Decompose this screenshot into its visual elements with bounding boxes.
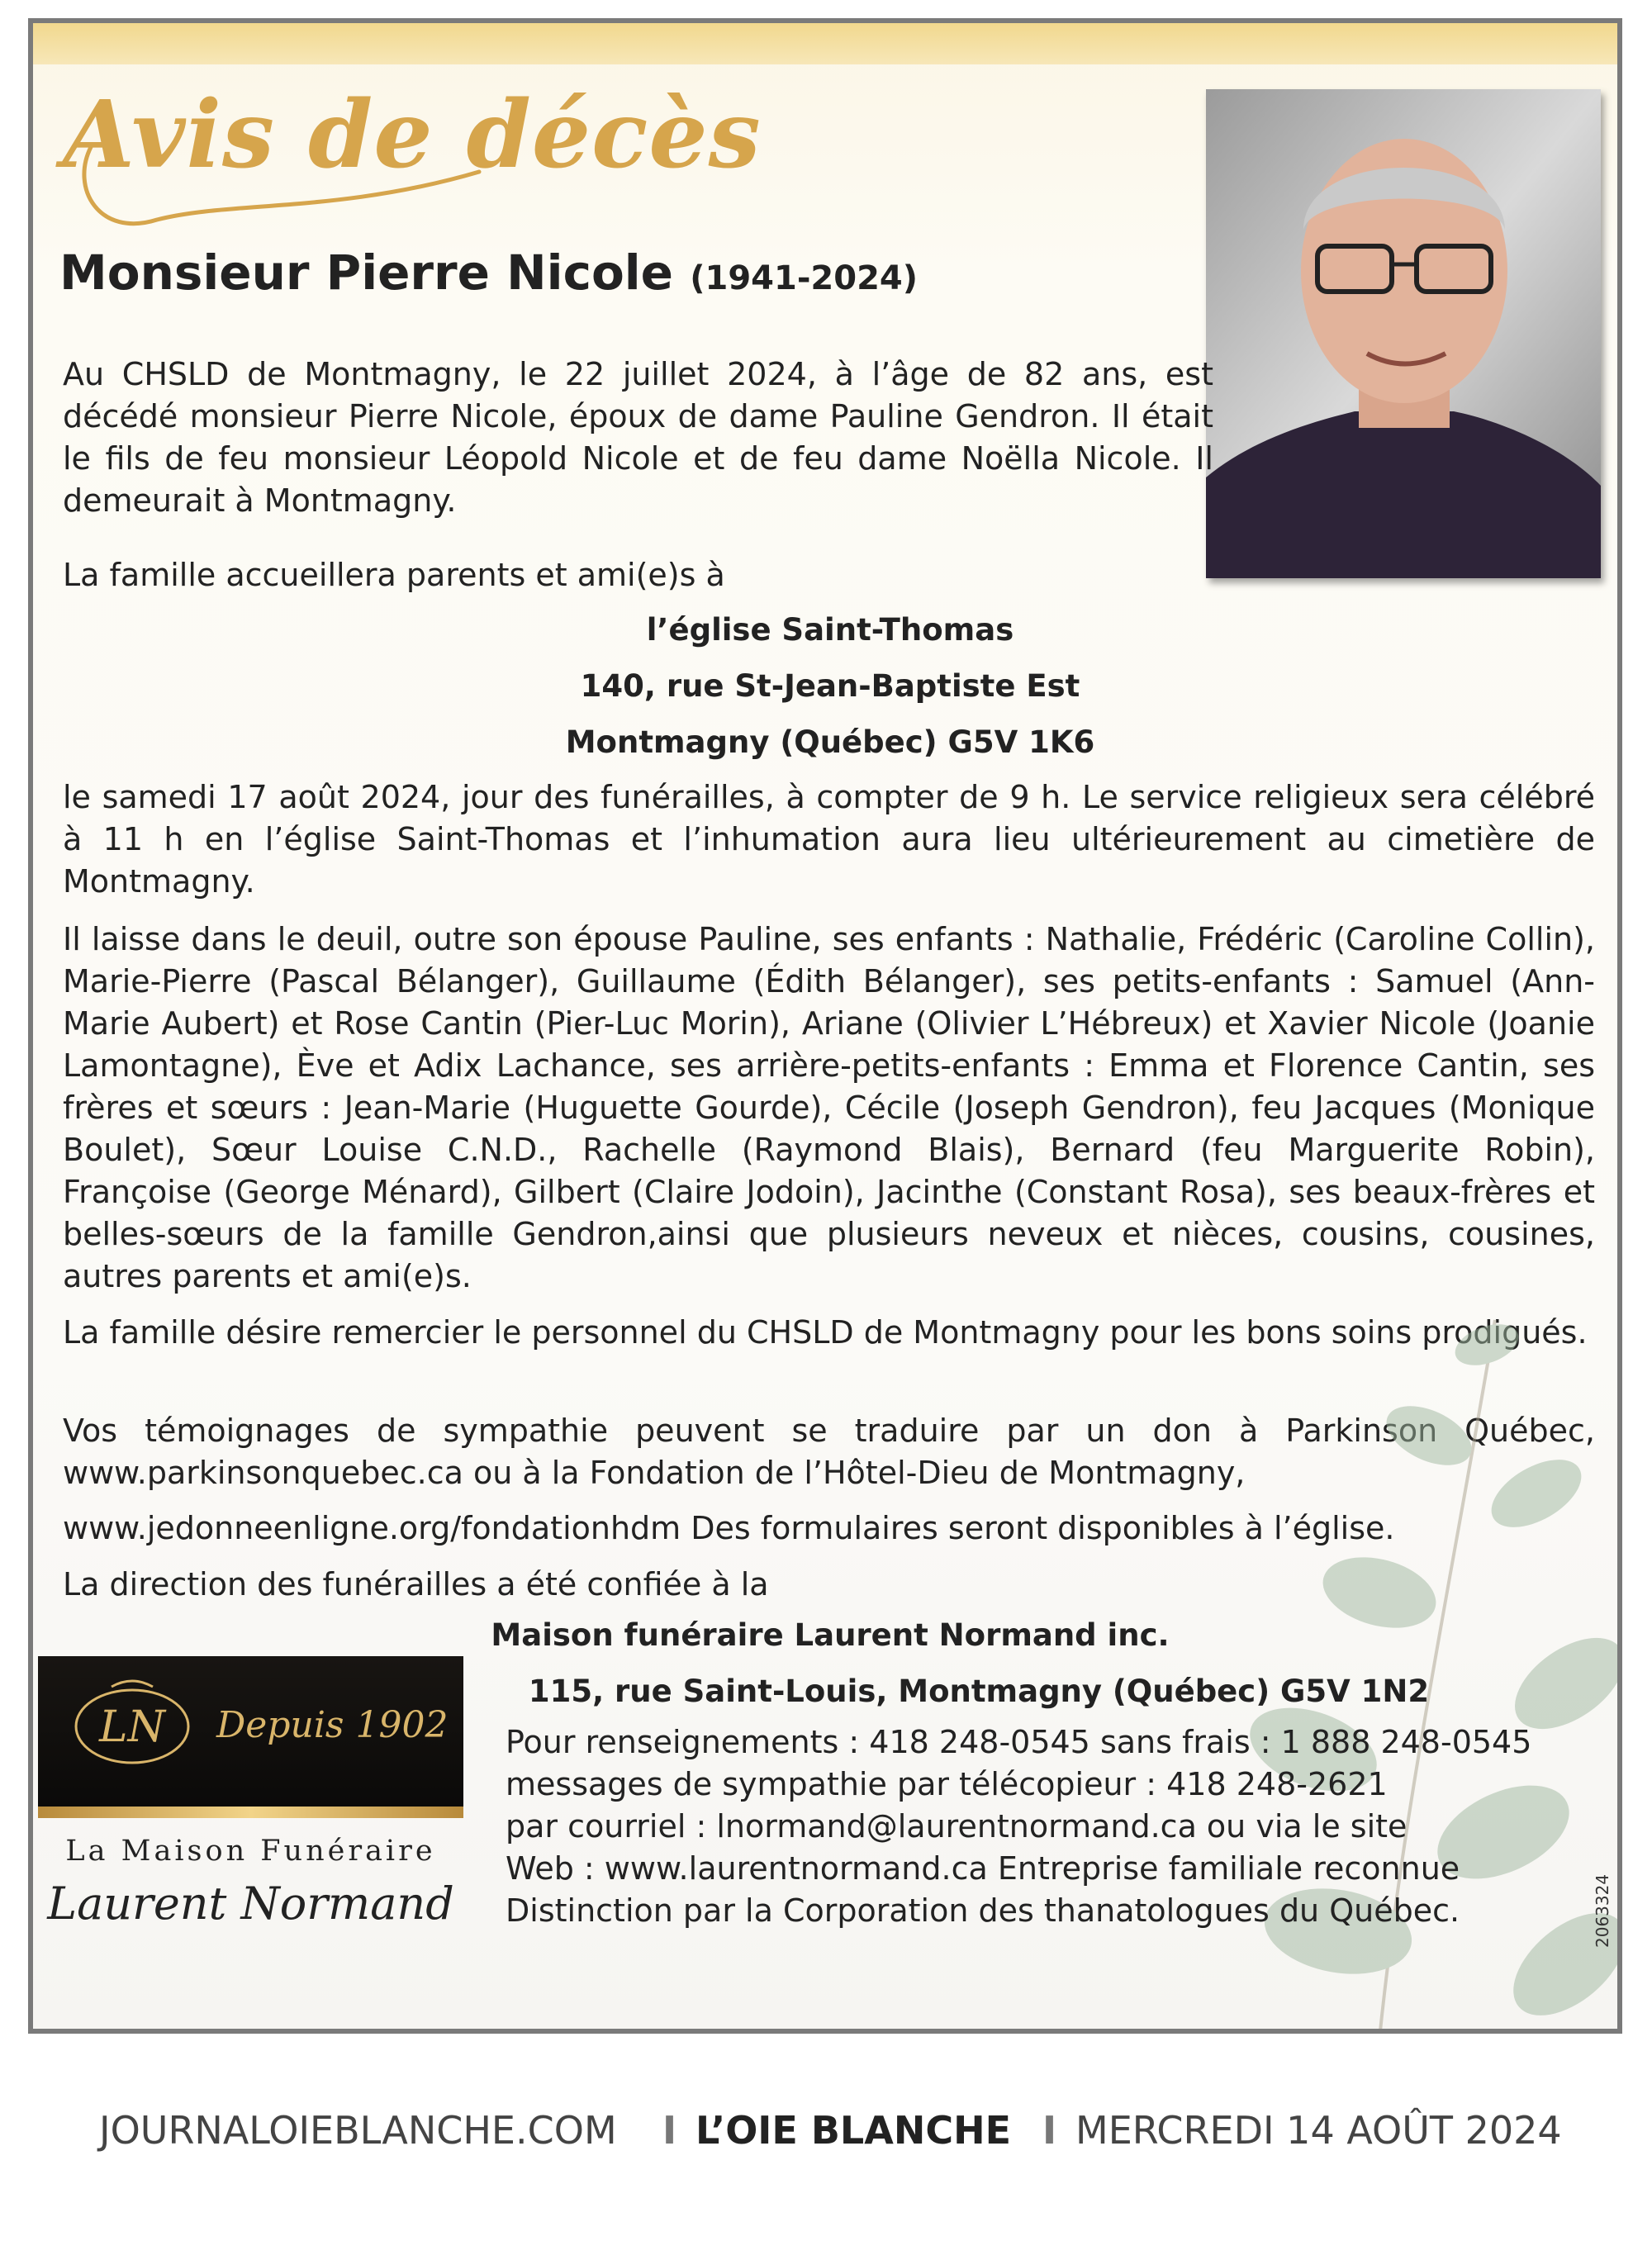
footer-date: MERCREDI 14 AOÛT 2024 [1075, 2108, 1562, 2153]
contact-line: Distinction par la Corporation des thanatologues du Québec. [506, 1892, 1460, 1929]
donations-links: www.jedonneenligne.org/fondationhdm Des formulaires seront disponibles à l’église. [63, 1510, 1395, 1546]
service-paragraph: le samedi 17 août 2024, jour des funérailles, à compter de 9 h. Le service religieux sera célébré à 11 h en l’église Saint-Thomas et l’inhumation aura lieu ultérieurement au cimetière de Montmagny. [63, 779, 1595, 900]
contact-line: par courriel : lnormand@laurentnormand.ca ou via le site [506, 1808, 1408, 1845]
ln-monogram-icon [66, 1675, 198, 1774]
funeral-home-name: Maison funéraire Laurent Normand inc. [491, 1617, 1170, 1653]
direction-line: La direction des funérailles a été confiée à la [63, 1566, 769, 1602]
logo-line-2: Laurent Normand [47, 1878, 454, 1930]
contact-line: messages de sympathie par télécopieur : 418 248-2621 [506, 1766, 1388, 1802]
thanks-paragraph: La famille désire remercier le personnel du CHSLD de Montmagny pour les bons soins prodigués. [63, 1314, 1588, 1351]
logo-line-1: La Maison Funéraire [65, 1835, 436, 1868]
since-label: Depuis 1902 [216, 1704, 449, 1746]
welcome-line: La famille accueillera parents et ami(e)s à [63, 557, 725, 593]
intro-paragraph: Au CHSLD de Montmagny, le 22 juillet 2024, à l’âge de 82 ans, est décédé monsieur Pierre Nicole, époux de dame Pauline Gendron. Il était le fils de feu monsieur Léopold Nicole et de feu dame Noëlla Nicole. Il demeurait à Montmagny. [63, 356, 1213, 519]
deceased-name [59, 245, 918, 301]
notice-heading: Avis de décès [63, 81, 762, 189]
newspaper-footer [0, 2096, 1652, 2163]
monogram-letters: LN [98, 1702, 166, 1752]
venue-city: Montmagny (Québec) G5V 1K6 [565, 724, 1095, 760]
portrait-image [1206, 89, 1601, 578]
contact-line: Web : www.laurentnormand.ca Entreprise familiale reconnue [506, 1850, 1460, 1887]
donations-paragraph: Vos témoignages de sympathie peuvent se traduire par un don à Parkinson Québec, www.parkinsonquebec.ca ou à la Fondation de l’Hôtel-Dieu de Montmagny, [63, 1412, 1595, 1491]
footer-brand: L’OIE BLANCHE [695, 2108, 1012, 2153]
gold-header-band [33, 23, 1617, 64]
logo-gold-bar [38, 1807, 463, 1818]
contact-line: Pour renseignements : 418 248-0545 sans frais : 1 888 248-0545 [506, 1724, 1532, 1760]
footer-separator: I [1042, 2108, 1057, 2153]
venue-name: l’église Saint-Thomas [646, 612, 1014, 648]
deceased-full-name: Monsieur Pierre Nicole [59, 245, 674, 301]
footer-separator: I [662, 2108, 677, 2153]
contact-info [506, 1721, 1531, 1932]
portrait-photo [1206, 89, 1601, 578]
footer-website: JOURNALOIEBLANCHE.COM [99, 2108, 617, 2153]
life-years: (1941-2024) [690, 259, 919, 297]
survivors-paragraph: Il laisse dans le deuil, outre son épouse Pauline, ses enfants : Nathalie, Frédéric (Caroline Collin), Marie-Pierre (Pascal Bélanger), Guillaume (Édith Bélanger), ses petits-enfants : Samuel (Ann-Marie Aubert) et Rose Cantin (Pier-Luc Morin), Ariane (Olivier L’Hébreux) et Xavier Nicole (Joanie Lamontagne), Ève et Adix Lachance, ses arrière-petits-enfants : Emma et Florence Cantin, ses frères et sœurs : Jean-Marie (Huguette Gourde), Cécile (Joseph Gendron), feu Jacques (Monique Boulet), Sœur Louise C.N.D., Rachelle (Raymond Blais), Bernard (feu Marguerite Robin), Françoise (George Ménard), Gilbert (Claire Jodoin), Jacinthe (Constant Rosa), ses beaux-frères et belles-sœurs de la famille Gendron,ainsi que plusieurs neveux et nièces, cousins, cousines, autres parents et ami(e)s. [63, 921, 1595, 1294]
ad-reference-number: 2063324 [1593, 1873, 1612, 1948]
venue-street: 140, rue St-Jean-Baptiste Est [580, 668, 1080, 704]
funeral-home-address: 115, rue Saint-Louis, Montmagny (Québec) G5V 1N2 [528, 1674, 1430, 1709]
obituary-notice [28, 18, 1622, 2034]
